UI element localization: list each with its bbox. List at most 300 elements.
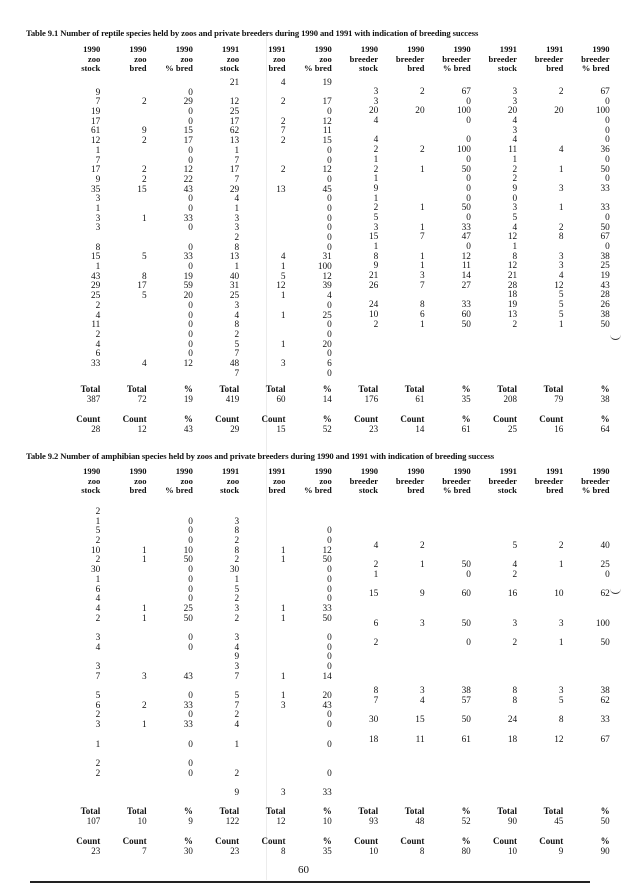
- data-cell: [147, 750, 193, 760]
- data-cell: [54, 731, 100, 741]
- data-cell: 0: [188, 710, 193, 721]
- data-cell: 61: [91, 126, 101, 137]
- data-cell: 5: [558, 309, 564, 320]
- data-cell: 60: [461, 589, 471, 600]
- data-column: [471, 88, 517, 330]
- data-cell: 0: [466, 135, 471, 146]
- column-header-line: % bred: [442, 63, 471, 73]
- data-cell: 5: [234, 691, 240, 702]
- summary-value: 79: [554, 394, 564, 404]
- data-cell: [239, 321, 285, 331]
- data-cell: 8: [512, 686, 518, 697]
- summary-value: 208: [503, 394, 517, 404]
- summary-value: 10: [369, 846, 379, 856]
- data-cell: 2: [234, 768, 240, 779]
- summary-label: %: [461, 414, 471, 424]
- data-cell: 8: [558, 232, 564, 243]
- data-cell: [54, 234, 100, 244]
- data-cell: [147, 624, 193, 634]
- data-cell: 13: [229, 252, 240, 263]
- data-cell: 1: [419, 203, 425, 214]
- data-cell: [100, 518, 146, 528]
- data-cell: 1: [141, 613, 147, 624]
- summary-column: [285, 384, 331, 434]
- column-header-line: 1990: [129, 44, 147, 54]
- data-cell: 0: [188, 565, 193, 576]
- data-column: [239, 508, 285, 799]
- data-cell: 33: [183, 720, 193, 731]
- data-cell: 0: [466, 570, 471, 581]
- column-header-line: zoo: [273, 475, 286, 486]
- column-header-line: stock: [497, 63, 517, 73]
- data-cell: 2: [95, 300, 101, 311]
- summary-label: Total: [126, 806, 147, 816]
- data-cell: [425, 649, 471, 659]
- data-cell: 1: [512, 242, 518, 252]
- summary-label: %: [461, 806, 471, 816]
- data-cell: [378, 639, 424, 649]
- data-cell: 2: [234, 233, 240, 243]
- data-cell: 3: [558, 251, 564, 262]
- data-cell: 0: [327, 174, 332, 185]
- data-cell: 2: [373, 319, 379, 330]
- data-cell: 0: [188, 768, 193, 779]
- data-cell: 12: [322, 545, 332, 556]
- data-cell: 14: [461, 271, 471, 282]
- data-cell: 100: [317, 262, 332, 273]
- summary-column: [285, 806, 331, 856]
- data-cell: 0: [327, 194, 332, 205]
- data-cell: 1: [280, 291, 286, 302]
- data-cell: 50: [600, 637, 610, 648]
- column-header-line: 1990: [314, 466, 332, 476]
- data-cell: 28: [600, 290, 610, 301]
- data-cell: [239, 331, 285, 341]
- data-cell: 12: [322, 165, 332, 176]
- data-cell: [193, 779, 239, 789]
- data-cell: 9: [419, 589, 425, 600]
- data-cell: 4: [512, 135, 518, 146]
- data-cell: [378, 156, 424, 166]
- data-cell: 7: [419, 232, 425, 243]
- data-cell: 12: [322, 271, 332, 282]
- summary-value: 10: [507, 846, 517, 856]
- summary-label: %: [322, 384, 332, 394]
- data-cell: 19: [322, 78, 332, 88]
- data-cell: 5: [558, 300, 564, 311]
- data-cell: [239, 195, 285, 205]
- data-cell: [378, 678, 424, 688]
- data-cell: [378, 658, 424, 668]
- data-cell: 0: [327, 213, 332, 224]
- data-cell: [100, 682, 146, 692]
- column-header-line: bred: [407, 63, 425, 73]
- data-cell: [378, 175, 424, 185]
- data-cell: 0: [466, 96, 471, 107]
- summary-value: 90: [507, 816, 517, 826]
- data-cell: [239, 760, 285, 770]
- summary-value: 52: [461, 816, 471, 826]
- data-cell: 0: [327, 536, 332, 547]
- data-cell: [332, 610, 378, 620]
- data-cell: 1: [419, 261, 425, 272]
- data-cell: [517, 175, 563, 185]
- column-header-line: 1990: [453, 44, 471, 54]
- data-cell: 6: [95, 349, 101, 360]
- column-header-line: zoo: [319, 475, 332, 486]
- data-cell: [100, 789, 146, 799]
- data-cell: [517, 610, 563, 620]
- data-cell: 4: [280, 252, 286, 263]
- column-header-line: 1990: [592, 466, 610, 476]
- data-cell: 0: [327, 300, 332, 311]
- data-cell: 2: [419, 87, 425, 97]
- summary-value: 14: [322, 394, 332, 404]
- data-cell: 15: [91, 252, 101, 263]
- column-header: [424, 467, 470, 496]
- data-cell: 2: [141, 97, 147, 108]
- data-cell: [378, 668, 424, 678]
- column-header-line: 1991: [546, 44, 564, 54]
- data-cell: [239, 624, 285, 634]
- data-cell: [285, 518, 331, 528]
- column-header: [285, 45, 331, 74]
- data-cell: 4: [234, 310, 240, 321]
- column-header-line: % bred: [304, 485, 332, 495]
- summary-column: [54, 806, 100, 856]
- data-cell: 0: [188, 516, 193, 527]
- column-header-line: bred: [546, 485, 564, 495]
- data-cell: 0: [605, 135, 610, 146]
- data-cell: 0: [188, 574, 193, 585]
- data-cell: 1: [280, 691, 286, 702]
- data-column: [100, 79, 146, 389]
- data-cell: 4: [95, 603, 101, 614]
- column-header-line: 1990: [314, 44, 332, 54]
- column-header: [332, 45, 378, 74]
- column-header-line: stock: [358, 485, 379, 495]
- data-cell: 0: [327, 349, 332, 360]
- data-cell: [100, 350, 146, 360]
- data-cell: 1: [95, 516, 101, 527]
- data-cell: [100, 205, 146, 215]
- summary-value: 52: [322, 424, 332, 434]
- data-cell: [563, 649, 609, 659]
- data-cell: 0: [605, 154, 610, 165]
- data-cell: 3: [373, 96, 379, 107]
- data-cell: 1: [280, 310, 286, 321]
- summary-column: [563, 384, 609, 434]
- data-cell: [100, 653, 146, 663]
- summary-label: Total: [358, 806, 379, 816]
- data-cell: 27: [461, 280, 471, 291]
- column-header-line: bred: [268, 485, 286, 495]
- data-cell: 12: [322, 116, 332, 127]
- data-cell: 4: [419, 696, 425, 706]
- summary-value: 23: [369, 424, 379, 434]
- data-cell: 11: [91, 320, 101, 331]
- data-cell: [193, 750, 239, 760]
- page-curl-mark: [610, 588, 621, 594]
- data-cell: 48: [229, 358, 240, 369]
- column-header-line: stock: [358, 63, 379, 73]
- data-cell: 2: [512, 570, 518, 581]
- data-cell: 25: [600, 560, 610, 571]
- column-header: [193, 45, 239, 74]
- summary-value: 23: [91, 846, 101, 856]
- data-cell: 0: [327, 565, 332, 576]
- data-cell: [285, 750, 331, 760]
- data-cell: 45: [322, 184, 332, 195]
- data-cell: 2: [234, 536, 240, 547]
- data-cell: 3: [512, 203, 518, 214]
- data-cell: 7: [95, 97, 101, 108]
- data-cell: [193, 508, 239, 518]
- data-cell: 30: [91, 565, 101, 576]
- column-header-line: % bred: [581, 485, 610, 495]
- data-cell: 4: [280, 78, 286, 88]
- data-cell: 7: [234, 671, 240, 682]
- data-cell: 12: [183, 358, 193, 369]
- data-column: [285, 79, 331, 389]
- column-header-line: 1991: [546, 466, 564, 476]
- data-cell: 3: [558, 261, 564, 272]
- data-cell: [517, 552, 563, 562]
- column-header-line: bred: [129, 485, 147, 495]
- data-cell: [239, 586, 285, 596]
- data-cell: 8: [558, 715, 564, 726]
- data-cell: 3: [373, 87, 379, 97]
- data-cell: [100, 624, 146, 634]
- data-cell: [517, 668, 563, 678]
- data-cell: [239, 224, 285, 234]
- data-cell: 5: [95, 691, 101, 702]
- data-cell: [100, 195, 146, 205]
- summary-value: 16: [554, 424, 564, 434]
- data-cell: 0: [188, 116, 193, 127]
- data-cell: 24: [369, 300, 379, 311]
- data-cell: 25: [322, 310, 332, 321]
- data-cell: 67: [600, 734, 610, 745]
- data-cell: [100, 750, 146, 760]
- data-cell: 7: [95, 155, 101, 166]
- data-cell: [425, 127, 471, 137]
- data-cell: 0: [327, 739, 332, 750]
- column-header: [285, 467, 331, 496]
- data-cell: 4: [234, 194, 240, 205]
- data-cell: 29: [91, 281, 101, 292]
- data-cell: 12: [183, 165, 193, 176]
- column-header: [471, 45, 517, 74]
- data-cell: [100, 234, 146, 244]
- data-cell: 1: [419, 251, 425, 262]
- data-cell: 40: [229, 271, 240, 282]
- summary-label: Count: [122, 836, 147, 846]
- data-cell: 5: [95, 526, 101, 537]
- data-cell: [239, 663, 285, 673]
- data-cell: 4: [373, 135, 379, 146]
- data-cell: [378, 185, 424, 195]
- data-cell: 5: [280, 271, 286, 282]
- data-cell: 0: [605, 212, 610, 223]
- summary-value: 9: [558, 846, 564, 856]
- data-cell: 0: [327, 107, 332, 118]
- data-cell: 2: [95, 555, 101, 566]
- column-header-line: 1990: [360, 466, 379, 476]
- data-cell: 5: [234, 339, 240, 350]
- data-column: [193, 508, 239, 799]
- data-cell: 0: [188, 584, 193, 595]
- data-cell: [100, 79, 146, 89]
- data-cell: [239, 350, 285, 360]
- data-cell: 62: [600, 589, 610, 600]
- data-cell: 8: [141, 271, 147, 282]
- summary-label: %: [600, 806, 610, 816]
- data-cell: [54, 653, 100, 663]
- data-cell: 50: [183, 555, 193, 566]
- data-cell: 6: [327, 358, 332, 369]
- data-cell: [54, 789, 100, 799]
- data-cell: 2: [234, 594, 240, 605]
- column-header-line: 1990: [175, 466, 193, 476]
- summary-label: %: [461, 836, 471, 846]
- summary-label: Count: [539, 836, 564, 846]
- summary-label: Count: [76, 414, 101, 424]
- data-cell: 60: [461, 309, 471, 320]
- data-cell: 0: [327, 242, 332, 253]
- data-cell: 1: [141, 545, 147, 556]
- data-cell: [147, 789, 193, 799]
- data-cell: 0: [466, 242, 471, 252]
- summary-value: 64: [600, 424, 610, 434]
- data-cell: [100, 566, 146, 576]
- data-cell: 7: [95, 671, 101, 682]
- column-header: [378, 45, 424, 74]
- data-cell: [332, 658, 378, 668]
- data-cell: [239, 518, 285, 528]
- data-cell: [332, 629, 378, 639]
- data-cell: 4: [95, 594, 101, 605]
- summary-column: [239, 384, 285, 434]
- data-cell: 19: [600, 271, 610, 282]
- data-column: [378, 88, 424, 330]
- data-cell: 1: [95, 574, 101, 585]
- data-cell: 17: [91, 165, 101, 176]
- data-cell: 17: [229, 165, 240, 176]
- data-cell: 4: [95, 642, 101, 653]
- table-9-1-header-row: [54, 45, 610, 74]
- data-cell: 50: [461, 715, 471, 726]
- data-cell: 26: [600, 300, 610, 311]
- summary-value: 90: [600, 846, 610, 856]
- data-cell: [54, 79, 100, 89]
- data-cell: 1: [141, 555, 147, 566]
- data-cell: 24: [507, 715, 518, 726]
- summary-column: [332, 384, 378, 434]
- data-cell: [425, 542, 471, 552]
- data-cell: 38: [600, 251, 610, 262]
- data-cell: 31: [229, 281, 240, 292]
- column-header: [239, 45, 285, 74]
- summary-label: Count: [354, 836, 379, 846]
- data-cell: [378, 581, 424, 591]
- data-cell: [239, 205, 285, 215]
- data-cell: [471, 552, 517, 562]
- data-cell: 0: [188, 329, 193, 340]
- data-cell: 3: [280, 787, 286, 798]
- column-header-line: breeder: [488, 475, 517, 486]
- column-header-line: 1990: [129, 466, 147, 476]
- data-cell: 0: [188, 632, 193, 643]
- data-cell: 2: [234, 613, 240, 624]
- data-cell: 1: [558, 164, 564, 175]
- data-cell: 3: [141, 671, 147, 682]
- data-cell: 0: [327, 329, 332, 340]
- data-cell: [147, 370, 193, 380]
- data-cell: 40: [600, 541, 610, 551]
- data-cell: [100, 147, 146, 157]
- data-column: [563, 542, 609, 745]
- data-cell: [239, 234, 285, 244]
- data-cell: 1: [280, 603, 286, 614]
- data-cell: 0: [327, 223, 332, 234]
- data-cell: 0: [188, 339, 193, 350]
- summary-column: [378, 384, 424, 434]
- data-cell: [100, 331, 146, 341]
- data-cell: 8: [419, 300, 425, 311]
- column-header: [54, 467, 100, 496]
- data-cell: 38: [600, 686, 610, 697]
- data-cell: [100, 263, 146, 273]
- data-cell: [100, 741, 146, 751]
- data-cell: 20: [322, 339, 332, 350]
- column-header-line: stock: [220, 485, 240, 495]
- data-cell: 21: [229, 78, 240, 88]
- summary-value: 176: [364, 394, 379, 404]
- data-column: [425, 88, 471, 330]
- data-cell: [100, 770, 146, 780]
- table-9-2-zoo-columns: [54, 508, 332, 799]
- data-cell: 1: [234, 145, 240, 156]
- table-9-1-breeder-columns: [332, 88, 610, 330]
- data-cell: 1: [234, 262, 240, 273]
- summary-label: Total: [126, 384, 147, 394]
- summary-label: Count: [492, 414, 517, 424]
- data-cell: [378, 214, 424, 224]
- data-cell: [378, 243, 424, 253]
- column-header-line: breeder: [442, 53, 471, 64]
- data-cell: 9: [373, 183, 379, 194]
- data-cell: 2: [141, 165, 147, 176]
- data-column: [147, 79, 193, 389]
- data-cell: [517, 214, 563, 224]
- data-cell: [285, 624, 331, 634]
- summary-value: 14: [415, 424, 425, 434]
- data-cell: [332, 600, 378, 610]
- data-cell: [100, 634, 146, 644]
- data-cell: 33: [600, 183, 610, 194]
- data-cell: 0: [188, 203, 193, 214]
- data-cell: 10: [369, 309, 379, 320]
- summary-value: 45: [554, 816, 564, 826]
- data-cell: [239, 370, 285, 380]
- data-cell: 16: [507, 589, 518, 600]
- data-cell: [239, 108, 285, 118]
- column-header-line: breeder: [534, 53, 564, 64]
- data-cell: 38: [600, 309, 610, 320]
- data-cell: 18: [369, 734, 379, 745]
- data-cell: [54, 624, 100, 634]
